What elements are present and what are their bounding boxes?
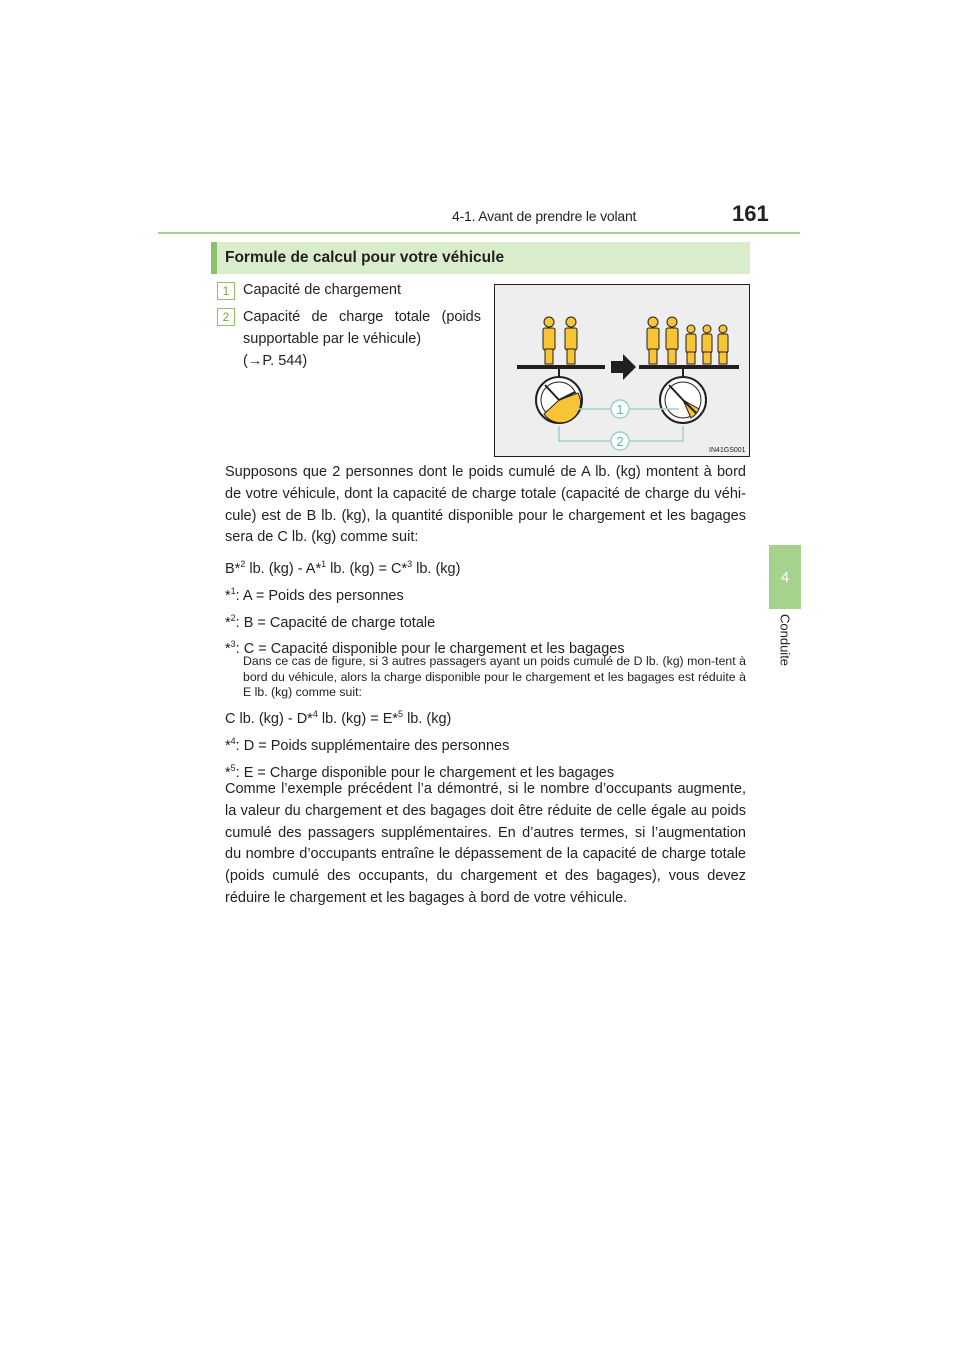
formula-2-part: C lb. (kg) - D* [225,710,313,727]
chapter-label: Conduite [777,614,793,667]
formula-2-part: lb. (kg) = E* [317,710,399,727]
note-line: *$^1$: A = Poids des personnes [225,586,404,604]
conclusion-paragraph: Comme l’exemple précédent l’a démontré, si le nombre d’occupants augmente, la valeur du chargement et des bagages doit être réduite de celle égale au poids cumulé des passagers supplémentaires. En d’autres termes, si l’augmentation du nombre d’occupants entraîne le dépassement de la capacité de charge totale (poids cumulé des occupants, du chargement et des bagages), vous devez réduire le chargement et les bagages à bord de votre véhicule. [225,781,746,906]
notes-1 [225,581,746,661]
two-people-icon [543,317,577,364]
left-platform [517,365,605,369]
callout-text-2 [243,307,481,372]
formula-2-part: lb. (kg) [403,710,452,727]
intro-paragraph: Supposons que 2 personnes dont le poids cumulé de A lb. (kg) montent à bord de votre véhicule, dont la capacité de charge totale (capacité de charge du véhi-cule) est de B lb. (kg), la quantité disponible pour le chargement et les bagages sera de C lb. (kg) comme suit: [225,464,746,546]
figure-id: IN41GS001 [709,447,746,454]
figure-callout-1: 1 [616,402,624,417]
load-capacity-figure [494,284,750,457]
callout-badge-1: 1 [217,282,235,300]
formula-1-part: B* [225,560,241,577]
callout-text-2-line2: supportable par le véhicule) [243,330,422,347]
footnote-ref: 2 [240,559,246,569]
note-line: *$^5$: E = Charge disponible pour le chargement et les bagages [225,762,615,781]
note-line: *$^3$: C = Capacité disponible pour le chargement et les bagages [225,639,625,658]
chapter-tab: 4 [769,545,801,609]
formula-2 [225,704,746,731]
five-people-icon [647,317,728,364]
right-gauge-icon [660,377,706,423]
formula-1-part: lb. (kg) [412,560,461,577]
header-rule [158,232,800,234]
footnote-ref: 3 [407,559,413,569]
arrow-right-icon [611,354,636,380]
footnote-ref: 4 [312,709,318,719]
left-gauge-icon [536,377,582,423]
running-header: 4-1. Avant de prendre le volant [452,208,637,224]
section-title-text: Formule de calcul pour votre véhicule [225,249,505,266]
load-capacity-illustration [495,285,749,456]
formula-1 [225,554,746,581]
footnote-ref: 5 [398,709,404,719]
right-platform [639,365,739,369]
notes-2 [225,731,746,784]
note-line: *$^2$: B = Capacité de charge totale [225,612,436,631]
note-line: *$^4$: D = Poids supplémentaire des personnes [225,736,510,754]
formula-1-part: lb. (kg) - A* [245,560,322,577]
formula-1-part: lb. (kg) = C* [326,560,408,577]
page-reference: (→P. 544) [243,352,308,369]
callout-badge-2: 2 [217,308,235,326]
callout-text-1: Capacité de chargement [243,282,401,298]
footnote-ref: 1 [321,559,327,569]
figure-callout-2: 2 [616,434,624,449]
section-title [211,242,750,274]
callout-text-2-line1: Capacité de charge totale (poids [243,309,481,325]
small-note: Dans ce cas de figure, si 3 autres passagers ayant un poids cumulé de D lb. (kg) mon-tent à bord du véhicule, alors la charge disponible pour le chargement et les bagages est réduite à E lb. (kg) comme suit: [243,654,746,699]
page-number: 161 [732,201,769,226]
